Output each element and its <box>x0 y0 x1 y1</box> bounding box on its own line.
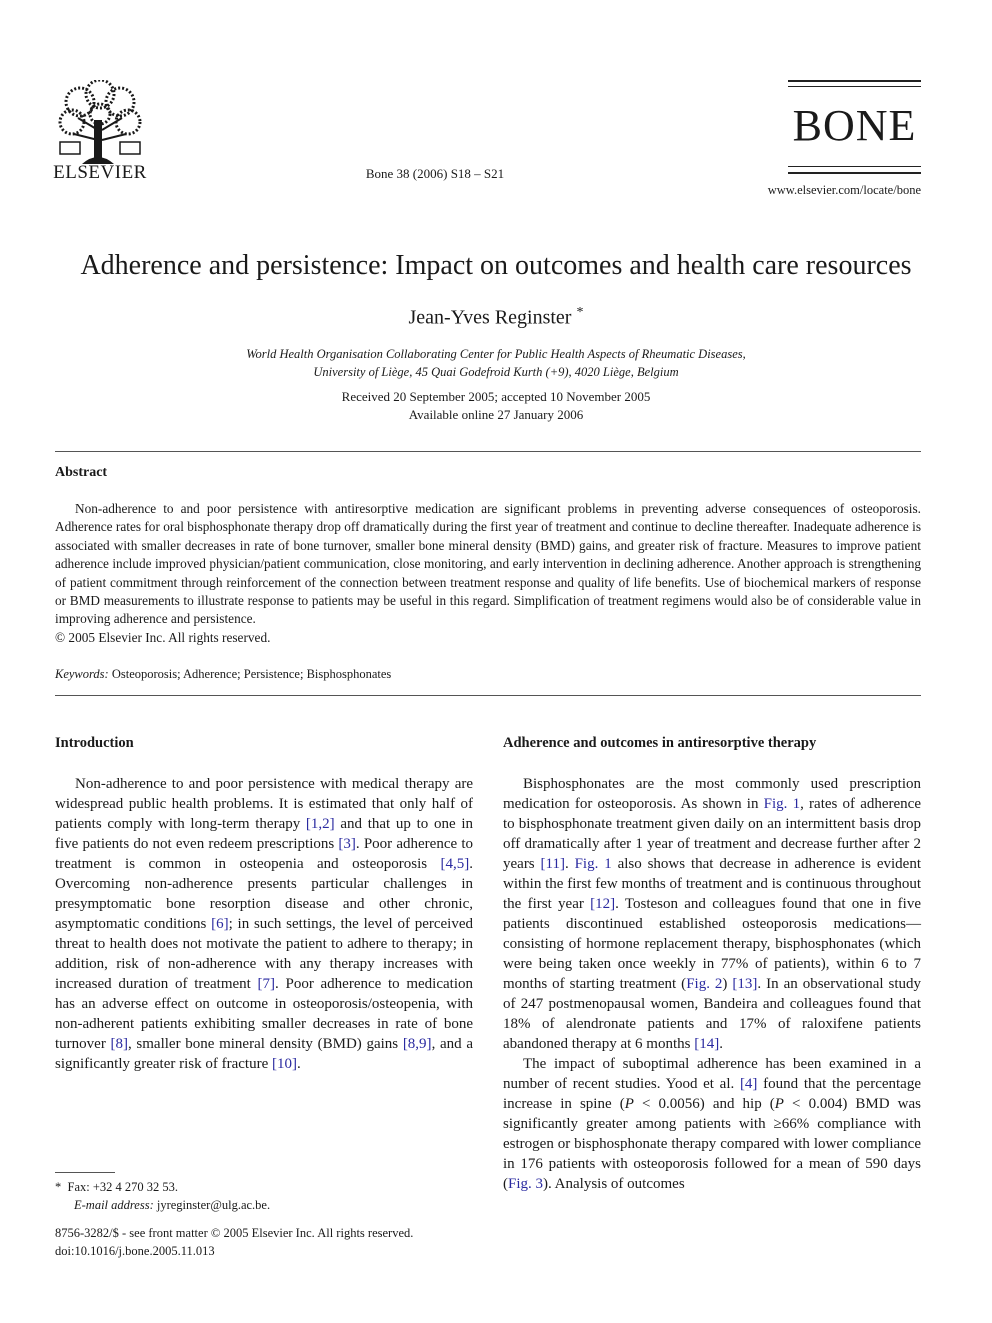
p-value-symbol: P <box>774 1096 784 1112</box>
figure-link[interactable]: Fig. 1 <box>763 796 801 812</box>
footnote-fax-line <box>55 1178 270 1196</box>
affiliation-line: World Health Organisation Collaborating Center for Public Health Aspects of Rheumatic Diseases, <box>246 347 746 361</box>
text-run: , rates of adherence to bisphosphonate treatment given daily on an intermittent basis drop off dramatically after 1 year of treatment and decrease further after 2 years <box>503 796 921 872</box>
text-run: . Poor adherence to medication has an adverse effect on outcome in osteoporosis/osteopenia, with non-adherent patients exhibiting smaller decreases in rate of bone turnover <box>55 976 473 1052</box>
author-name: Jean-Yves Reginster <box>408 306 572 329</box>
doi-line[interactable]: doi:10.1016/j.bone.2005.11.013 <box>55 1244 215 1258</box>
abstract-text: Non-adherence to and poor persistence with antiresorptive medication are significant problems in preventing adverse consequences of osteoporosis. Adherence rates for oral bisphosphonate therapy drop off dramatically during the first year of treatment and continue to decline thereafter. Inadequate adherence is associated with smaller decreases in rate of bone turnover, smaller bone mineral density (BMD) gains, and greater risk of fracture. Measures to improve patient adherence include improved physician/patient communication, close monitoring, and early intervention in declining adherence. Another approach is strengthening of patient commitment through reinforcement of the connection between treatment response and quality of life benefits. Use of biochemical markers of response or BMD measurements to illustrate response to patients may be useful in this regard. Simplification of treatment regimens would also be of considerable value in improving adherence and persistence. <box>55 501 921 627</box>
reference-link[interactable]: [10] <box>272 1056 297 1072</box>
text-run: . <box>564 856 575 872</box>
reference-link[interactable]: [4,5] <box>440 856 470 872</box>
adherence-body <box>503 774 921 1194</box>
received-date: Received 20 September 2005; accepted 10 November 2005 <box>341 389 651 404</box>
publisher-name: ELSEVIER <box>53 162 147 183</box>
issn-line: 8756-3282/$ - see front matter © 2005 Elsevier Inc. All rights reserved. <box>55 1226 414 1240</box>
author-footnote <box>55 1178 270 1214</box>
footnote-rule <box>55 1172 115 1173</box>
abstract-heading: Abstract <box>55 465 108 480</box>
reference-link[interactable]: [6] <box>211 916 229 932</box>
keywords-list: Osteoporosis; Adherence; Persistence; Bisphosphonates <box>111 667 392 681</box>
text-run: Bisphosphonates are the most commonly used prescription medication for osteoporosis. As shown in <box>503 776 921 812</box>
text-run: . Poor adherence to treatment is common in osteopenia and osteoporosis <box>55 836 473 872</box>
article-dates <box>120 388 872 424</box>
reference-link[interactable]: [3] <box>338 836 356 852</box>
footnote-mark: * <box>55 1180 62 1194</box>
journal-rule <box>788 172 921 174</box>
author-footnote-mark[interactable]: * <box>576 305 584 320</box>
journal-rule <box>788 86 921 87</box>
text-run: < 0.0056) and hip ( <box>633 1096 775 1112</box>
journal-url[interactable]: www.elsevier.com/locate/bone <box>767 183 921 197</box>
reference-link[interactable]: [12] <box>590 896 616 912</box>
divider <box>55 695 921 696</box>
figure-link[interactable]: Fig. 2 <box>686 976 723 992</box>
paragraph <box>503 774 921 1054</box>
journal-rule <box>788 166 921 167</box>
front-matter <box>55 1224 413 1260</box>
text-run: , and a significantly greater risk of fracture <box>55 1036 473 1072</box>
reference-link[interactable]: [1,2] <box>305 816 335 832</box>
text-run: . <box>719 1036 723 1052</box>
figure-link[interactable]: Fig. 3 <box>508 1176 544 1192</box>
journal-name: BONE <box>792 101 917 150</box>
text-run: found that the percentage increase in spine ( <box>503 1076 921 1112</box>
text-run: . In an observational study of 247 postmenopausal women, Bandeira and colleagues found that 18% of alendronate patients and 17% of raloxifene patients abandoned therapy at 6 months <box>503 976 921 1052</box>
figure-link[interactable]: Fig. 1 <box>574 856 612 872</box>
reference-link[interactable]: [8,9] <box>402 1036 432 1052</box>
section-heading-adherence: Adherence and outcomes in antiresorptive therapy <box>503 735 817 751</box>
text-run: The impact of suboptimal adherence has been examined in a number of recent studies. Yood et al. <box>503 1056 921 1092</box>
reference-link[interactable]: [4] <box>739 1076 758 1092</box>
text-run: also shows that decrease in adherence is evident within the first few months of treatment and is continuous throughout the first year <box>503 856 922 912</box>
keywords-label: Keywords: <box>55 667 109 681</box>
text-run: . Tosteson and colleagues found that one in five patients discontinued established osteoporosis medications—consisting of hormone replacement therapy, bisphosphonates (which were being taken once weekly in 77% of patients), within 6 to 7 months of starting treatment ( <box>503 896 921 992</box>
journal-rule <box>788 80 921 82</box>
reference-link[interactable]: [8] <box>110 1036 128 1052</box>
affiliation <box>120 345 872 381</box>
fax-number: Fax: +32 4 270 32 53. <box>67 1180 179 1194</box>
author-line <box>40 305 952 330</box>
p-value-symbol: P <box>624 1096 634 1112</box>
affiliation-line: University of Liège, 45 Quai Godefroid Kurth (+9), 4020 Liège, Belgium <box>313 365 679 379</box>
reference-link[interactable]: [11] <box>540 856 565 872</box>
email-address[interactable]: jyreginster@ulg.ac.be. <box>156 1198 271 1212</box>
reference-link[interactable]: [7] <box>257 976 276 992</box>
paragraph <box>503 1054 921 1194</box>
article-title: Adherence and persistence: Impact on outcomes and health care resources <box>80 250 912 281</box>
text-run: < 0.004) BMD was significantly greater among patients with ≥66% compliance with estrogen or bisphosphonate therapy compared with lower compliance in 176 patients with osteoporosis followed for a mean of 590 days ( <box>503 1096 921 1192</box>
reference-link[interactable]: [13] <box>732 976 758 992</box>
text-run: ; in such settings, the level of perceived threat to health does not motivate the patient to adhere to therapy; in addition, risk of non-adherence with any therapy increases with increased duration of treatment <box>55 916 473 992</box>
text-run: Non-adherence to and poor persistence with medical therapy are widespread public health problems. It is estimated that only half of patients comply with long-term therapy <box>55 776 473 832</box>
text-run: and that up to one in five patients do not even redeem prescriptions <box>55 816 473 852</box>
journal-citation: Bone 38 (2006) S18 – S21 <box>365 166 505 181</box>
text-run: ) <box>722 976 733 992</box>
paragraph <box>55 774 473 1074</box>
text-run: . <box>297 1056 301 1072</box>
abstract-copyright: © 2005 Elsevier Inc. All rights reserved. <box>55 630 271 645</box>
introduction-body <box>55 774 473 1074</box>
reference-link[interactable]: [14] <box>694 1036 720 1052</box>
divider <box>55 451 921 452</box>
section-heading-introduction: Introduction <box>55 735 134 751</box>
text-run: ). Analysis of outcomes <box>543 1176 685 1192</box>
footnote-email-line <box>55 1196 270 1214</box>
email-label: E-mail address: <box>74 1198 154 1212</box>
text-run: . Overcoming non-adherence presents particular challenges in presymptomatic bone resorption disease and other chronic, asymptomatic conditions <box>55 856 473 932</box>
text-run: , smaller bone mineral density (BMD) gains <box>128 1036 403 1052</box>
available-date: Available online 27 January 2006 <box>408 407 584 422</box>
keywords <box>55 667 391 682</box>
